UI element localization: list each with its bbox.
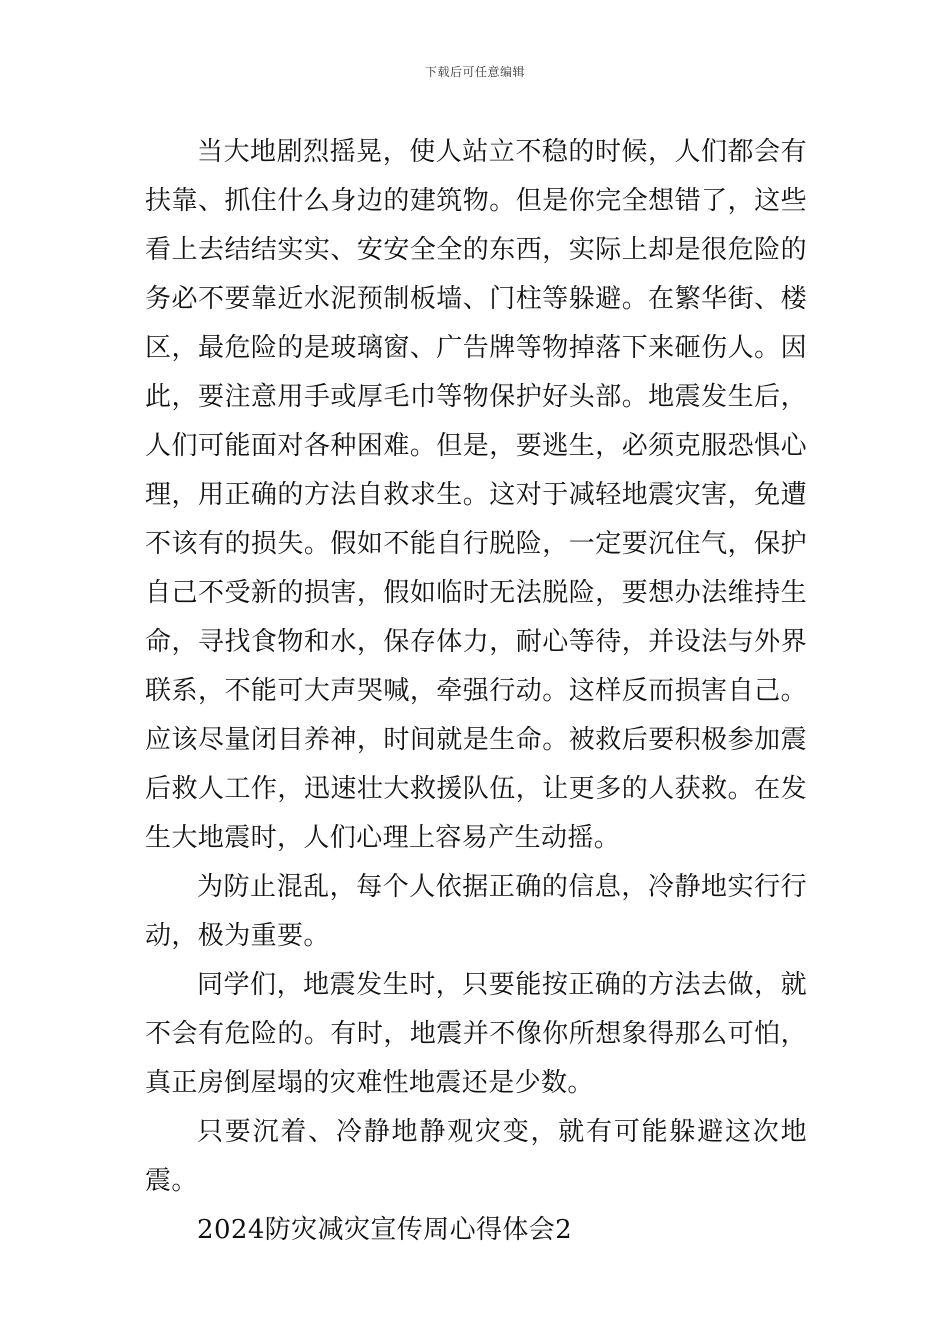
paragraph-students-advice: 同学们，地震发生时，只要能按正确的方法去做，就不会有危险的。有时，地震并不像你所想象得那么可怕，真正房倒屋塌的灾难性地震还是少数。: [145, 970, 807, 1098]
paragraph-prevent-chaos: 为防止混乱，每个人依据正确的信息，冷静地实行行动，极为重要。: [145, 872, 807, 951]
page-header-note: 下载后可任意编辑: [424, 65, 525, 79]
section-heading-next: 2024防灾减灾宣传周心得体会2: [197, 1215, 573, 1245]
paragraph-stay-calm: 只要沉着、冷静地静观灾变，就有可能躲避这次地震。: [145, 1117, 807, 1196]
document-body: [145, 128, 807, 1255]
paragraph-earthquake-safety: 当大地剧烈摇晃，使人站立不稳的时候，人们都会有扶靠、抓住什么身边的建筑物。但是你完全想错了，这些看上去结结实实、安安全全的东西，实际上却是很危险的务必不要靠近水泥预制板墙、门柱等躲避。在繁华街、楼区，最危险的是玻璃窗、广告牌等物掉落下来砸伤人。因此，要注意用手或厚毛巾等物保护好头部。地震发生后，人们可能面对各种困难。但是，要逃生，必须克服恐惧心理，用正确的方法自救求生。这对于减轻地震灾害，免遭不该有的损失。假如不能自行脱险，一定要沉住气，保护自己不受新的损害，假如临时无法脱险，要想办法维持生命，寻找食物和水，保存体力，耐心等待，并设法与外界联系，不能可大声哭喊，牵强行动。这样反而损害自己。应该尽量闭目养神，时间就是生命。被救后要积极参加震后救人工作，迅速壮大救援队伍，让更多的人获救。在发生大地震时，人们心理上容易产生动摇。: [145, 137, 807, 853]
